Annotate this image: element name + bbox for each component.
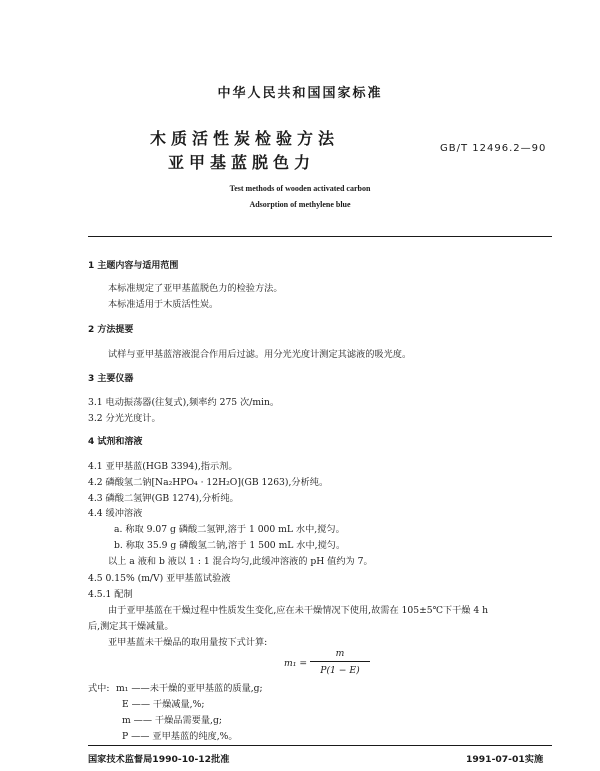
- section-4-item-5-1: 4.5.1 配制: [88, 589, 133, 600]
- buffer-step-b: b. 称取 35.9 g 磷酸氢二钠,溶于 1 500 mL 水中,搅匀。: [114, 540, 346, 551]
- header-divider: [88, 236, 552, 237]
- legend-line-2: E —— 干燥减量,%;: [122, 699, 205, 710]
- section-3-item-2: 3.2 分光光度计。: [88, 413, 161, 424]
- legend-line-4: P —— 亚甲基蓝的纯度,%。: [122, 731, 238, 742]
- title-en-line2: Adsorption of methylene blue: [249, 200, 351, 209]
- buffer-step-a: a. 称取 9.07 g 磷酸二氢钾,溶于 1 000 mL 水中,搅匀。: [114, 524, 345, 535]
- formula-denominator: P(1 − E): [320, 665, 360, 676]
- standard-title: 中华人民共和国国家标准: [217, 86, 383, 101]
- standard-code: GB/T 12496.2—90: [440, 143, 547, 154]
- section-1-para-1: 本标准规定了亚甲基蓝脱色力的检验方法。: [108, 283, 283, 294]
- legend-line-1: m₁ ——未干燥的亚甲基蓝的质量,g;: [116, 683, 263, 694]
- section-4-item-3: 4.3 磷酸二氢钾(GB 1274),分析纯。: [88, 493, 239, 504]
- legend-line-3: m —— 干燥品需要量,g;: [122, 715, 222, 726]
- footer-divider: [88, 745, 552, 746]
- implementation-date: 1991-07-01实施: [466, 754, 544, 765]
- section-3-heading: 3 主要仪器: [88, 374, 134, 384]
- title-zh-line2: 亚甲基蓝脱色力: [168, 153, 316, 172]
- section-4-item-1: 4.1 亚甲基蓝(HGB 3394),指示剂。: [88, 461, 238, 472]
- section-4-heading: 4 试剂和溶液: [88, 437, 143, 447]
- formula-numerator: m: [335, 648, 345, 659]
- legend-intro: 式中:: [88, 683, 110, 694]
- formula-lhs: m₁ =: [284, 658, 308, 669]
- section-4-item-4: 4.4 缓冲溶液: [88, 508, 143, 519]
- section-4-item-2: 4.2 磷酸氢二钠[Na₂HPO₄ · 12H₂O](GB 1263),分析纯。: [88, 477, 329, 488]
- formula-fraction-bar: [310, 661, 370, 662]
- section-4-item-5: 4.5 0.15% (m/V) 亚甲基蓝试验液: [88, 573, 231, 584]
- title-zh-line1: 木质活性炭检验方法: [150, 129, 340, 148]
- prep-para-2: 亚甲基蓝未干燥品的取用量按下式计算:: [108, 637, 268, 648]
- section-3-item-1: 3.1 电动振荡器(往复式),频率约 275 次/min。: [88, 397, 280, 408]
- section-2-heading: 2 方法提要: [88, 325, 134, 335]
- section-2-para-1: 试样与亚甲基蓝溶液混合作用后过滤。用分光光度计测定其滤液的吸光度。: [108, 349, 412, 360]
- prep-para-1b: 后,测定其干燥减量。: [88, 621, 174, 632]
- approval-date: 国家技术监督局1990-10-12批准: [88, 754, 230, 765]
- section-1-heading: 1 主题内容与适用范围: [88, 261, 179, 271]
- prep-para-1a: 由于亚甲基蓝在干燥过程中性质发生变化,应在未干燥情况下使用,故需在 105±5℃下干燥 4 h: [108, 605, 489, 616]
- title-en-line1: Test methods of wooden activated carbon: [229, 184, 371, 193]
- section-1-para-2: 本标准适用于木质活性炭。: [108, 299, 219, 310]
- buffer-mix-note: 以上 a 液和 b 液以 1 : 1 混合均匀,此缓冲溶液的 pH 值约为 7。: [108, 556, 373, 567]
